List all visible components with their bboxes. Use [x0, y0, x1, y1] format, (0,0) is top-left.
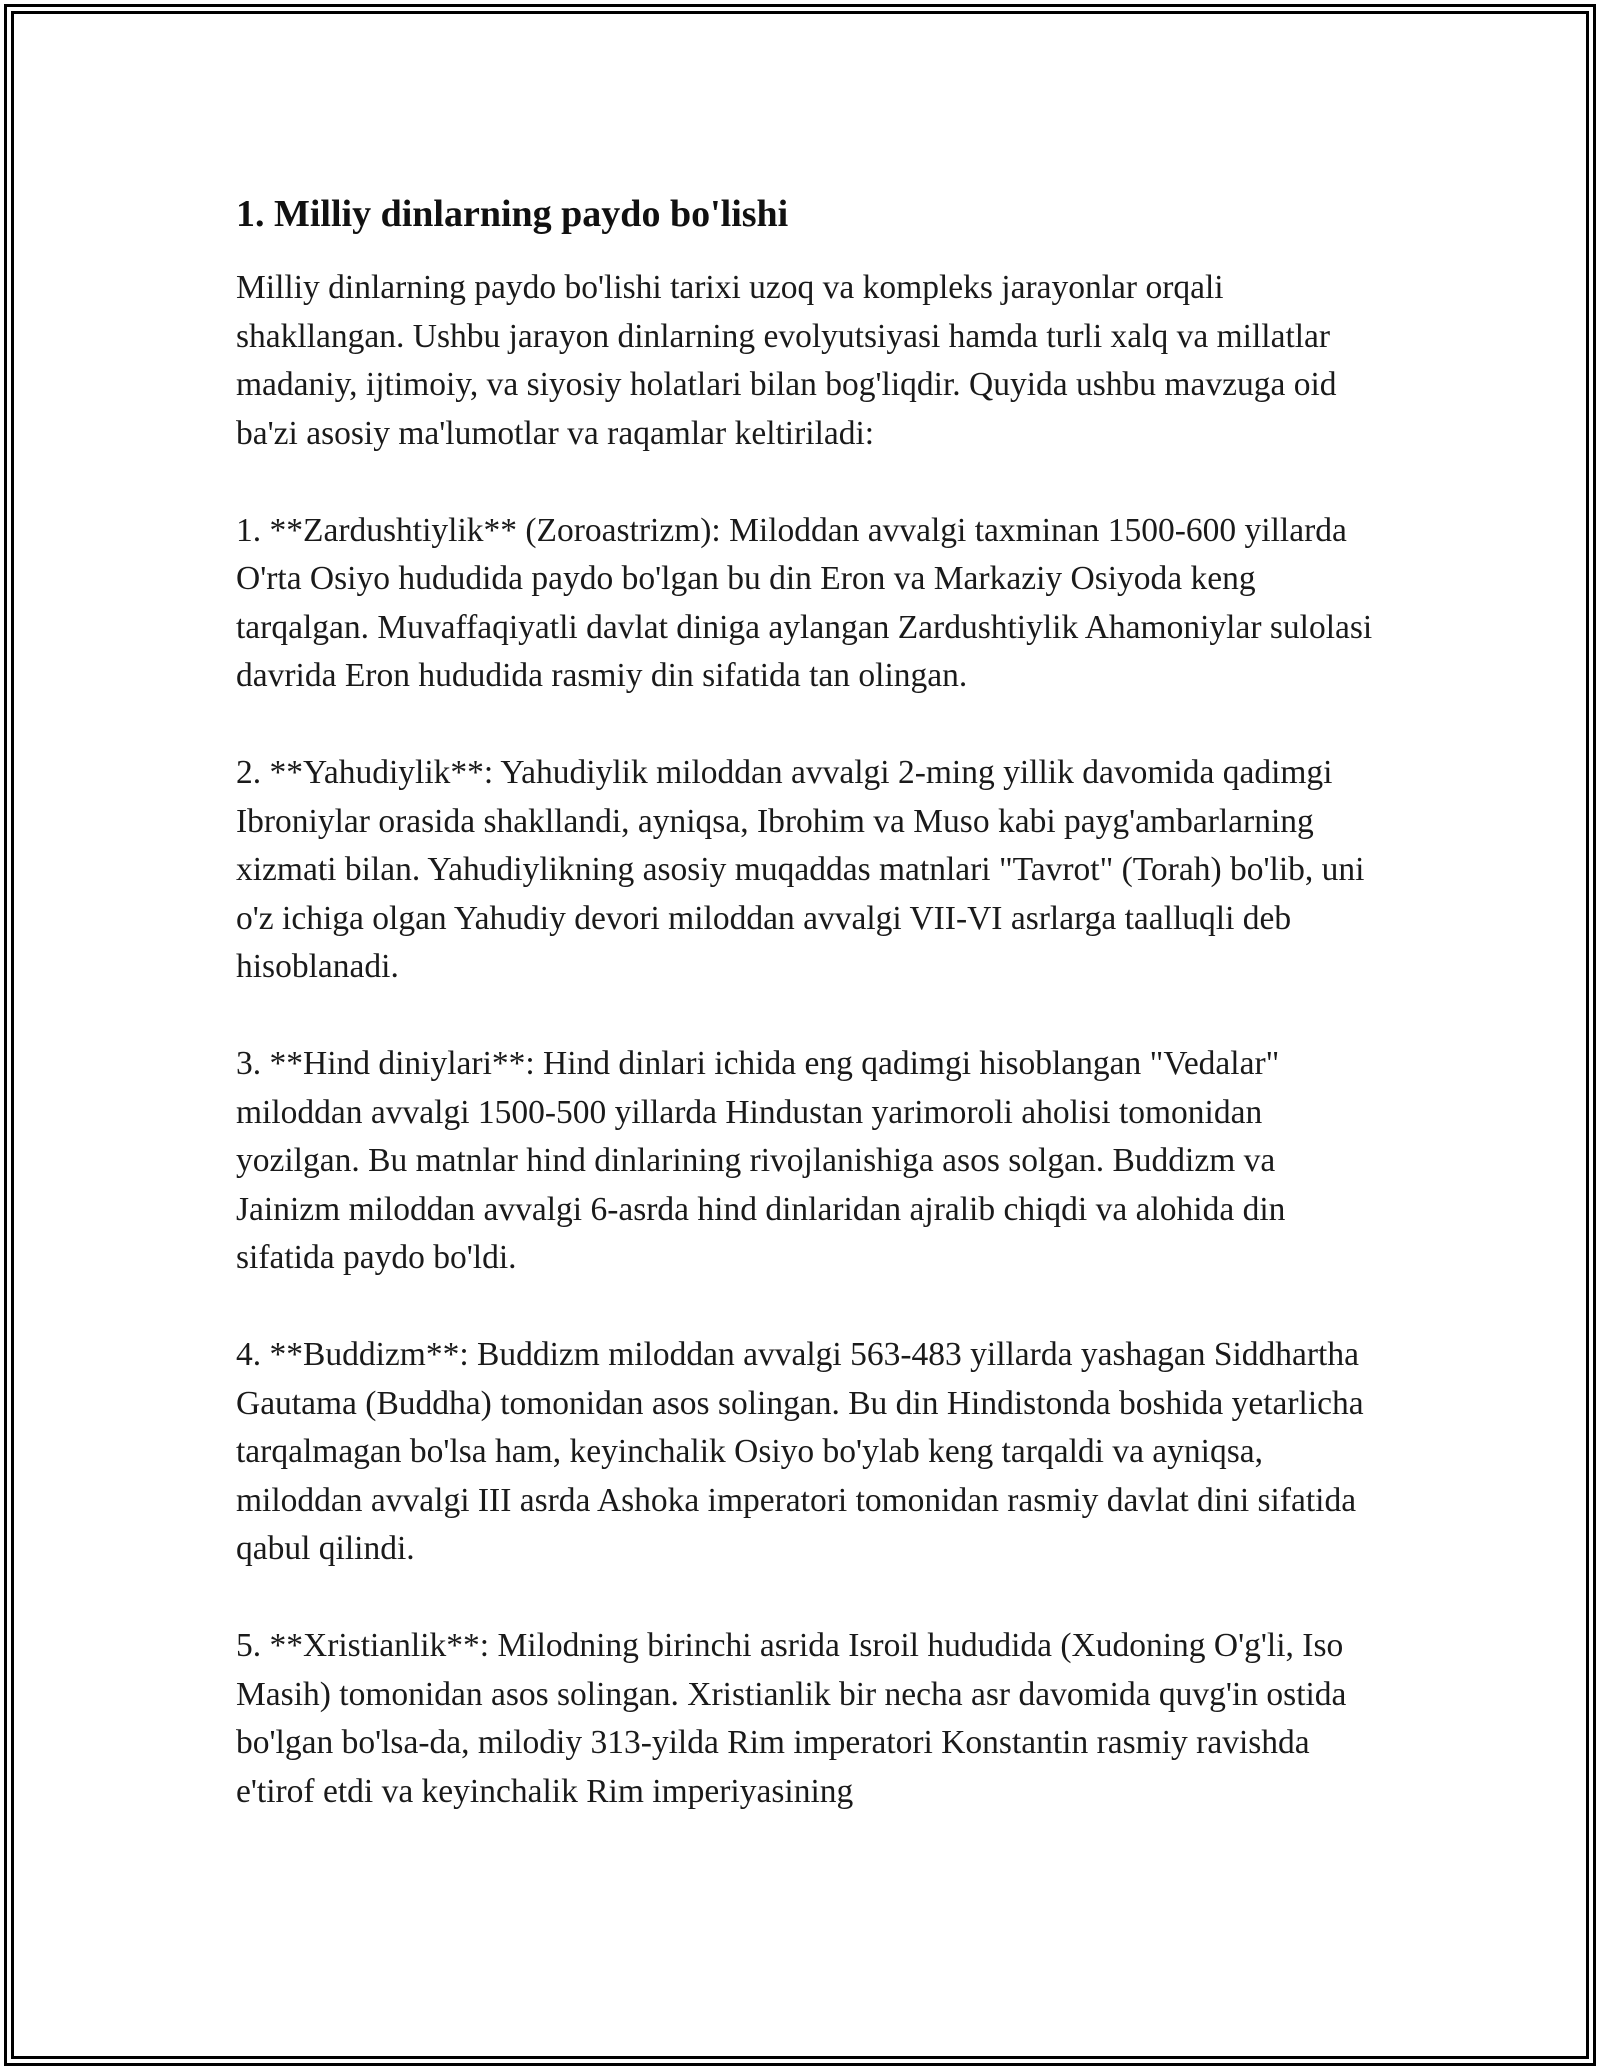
- paragraph-zardushtiylik: 1. **Zardushtiylik** (Zoroastrizm): Miloddan avvalgi taxminan 1500-600 yillarda O'rta Osiyo hududida paydo bo'lgan bu din Eron va Markaziy Osiyoda keng tarqalgan. Muvaffaqiyatli davlat diniga aylangan Zardushtiylik Ahamoniylar sulolasi davrida Eron hududida rasmiy din sifatida tan olingan.: [236, 511, 1373, 694]
- paragraph-hind-diniylari: 3. **Hind diniylari**: Hind dinlari ichida eng qadimgi hisoblangan "Vedalar" miloddan avvalgi 1500-500 yillarda Hindustan yarimoroli aholisi tomonidan yozilgan. Bu matnlar hind dinlarining rivojlanishiga asos solgan. Buddizm va Jainizm miloddan avvalgi 6-asrda hind dinlaridan ajralib chiqdi va alohida din sifatida paydo bo'ldi.: [236, 1045, 1286, 1276]
- intro-paragraph: Milliy dinlarning paydo bo'lishi tarixi uzoq va kompleks jarayonlar orqali shakllangan. Ushbu jarayon dinlarning evolyutsiyasi hamda turli xalq va millatlar madaniy, ijtimoiy, va siyosiy holatlari bilan bog'liqdir. Quyida ushbu mavzuga oid ba'zi asosiy ma'lumotlar va raqamlar keltiriladi:: [236, 269, 1337, 452]
- paragraph-buddizm: 4. **Buddizm**: Buddizm miloddan avvalgi 563-483 yillarda yashagan Siddhartha Gautama (Buddha) tomonidan asos solingan. Bu din Hindistonda boshida yetarlicha tarqalmagan bo'lsa ham, keyinchalik Osiyo bo'ylab keng tarqaldi va ayniqsa, miloddan avvalgi III asrda Ashoka imperatori tomonidan rasmiy davlat dini sifatida qabul qilindi.: [236, 1336, 1364, 1567]
- section-heading: 1. Milliy dinlarning paydo bo'lishi: [236, 193, 789, 235]
- paragraph-yahudiylik: 2. **Yahudiylik**: Yahudiylik miloddan avvalgi 2-ming yillik davomida qadimgi Ibroniylar orasida shakllandi, ayniqsa, Ibrohim va Muso kabi payg'ambarlarning xizmati bilan. Yahudiylikning asosiy muqaddas matnlari "Tavrot" (Torah) bo'lib, uni o'z ichiga olgan Yahudiy devori miloddan avvalgi VII-VI asrlarga taalluqli deb hisoblanadi.: [236, 754, 1365, 985]
- paragraph-xristianlik: 5. **Xristianlik**: Milodning birinchi asrida Isroil hududida (Xudoning O'g'li, Iso Masih) tomonidan asos solingan. Xristianlik bir necha asr davomida quvg'in ostida bo'lgan bo'lsa-da, milodiy 313-yilda Rim imperatori Konstantin rasmiy ravishda e'tirof etdi va keyinchalik Rim imperiyasining: [236, 1627, 1347, 1810]
- document-body: [236, 186, 1386, 1865]
